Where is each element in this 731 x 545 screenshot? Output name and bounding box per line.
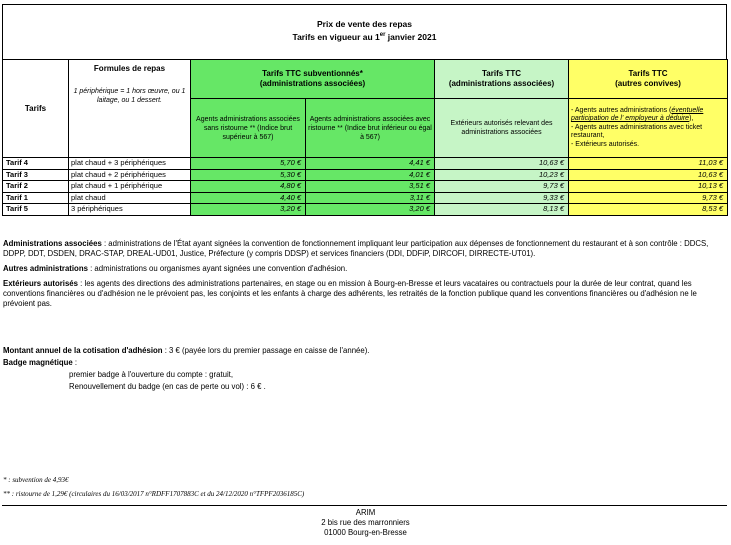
formules-note: 1 périphérique = 1 hors œuvre, ou 1 laitage, ou 1 dessert. (73, 88, 186, 104)
tarif-label: Tarif 4 (3, 158, 69, 170)
price-sub1: 3,20 € (191, 204, 306, 216)
tarif-label: Tarif 5 (3, 204, 69, 216)
header-autres-convives: Tarifs TTC (autres convives) (569, 60, 728, 99)
price-sub2: 3,20 € (306, 204, 435, 216)
cotisation-section (3, 345, 723, 393)
price-assoc: 9,73 € (435, 181, 569, 193)
header-tarifs: Tarifs (3, 60, 69, 158)
badge-line-2: Renouvellement du badge (en cas de perte ou vol) : 6 € . (69, 382, 266, 391)
formule-cell: plat chaud (69, 192, 191, 204)
price-sub2: 4,41 € (306, 158, 435, 170)
table-row (3, 204, 728, 216)
price-table (2, 59, 728, 216)
address-block (0, 508, 731, 538)
subheader-autres: - Agents autres administrations (éventuelle participation de l' employeur à déduire), - Agents autres administrations avec ticket restaurant, - Extérieurs autorisés. (569, 99, 728, 158)
footnote-2: ** : ristourne de 1,29€ (circulaires du 16/03/2017 n°RDFF1707883C et du 24/12/2020 n°TFPF2036185C) (3, 490, 305, 498)
definitions (3, 239, 727, 314)
badge-line-1: premier badge à l'ouverture du compte : gratuit, (69, 370, 234, 379)
address-line-2: 2 bis rue des marronniers (321, 518, 410, 527)
price-sub2: 4,01 € (306, 169, 435, 181)
price-other: 10,13 € (569, 181, 728, 193)
note-exterieurs-autorises: Extérieurs autorisés : les agents des directions des administrations partenaires, en stage ou en mission à Bourg-en-Bresse et leurs vacataires ou contractuels pour la durée de leur contrat, quand les conventions financières ou d'adhésion ne le prévoient pas, les conjoints et les enfants à charge des adhérents, les retraités de la fonction publique quand les conventions financières ou d'adhésion ne le prévoient pas. (3, 279, 697, 308)
page-title: Prix de vente des repas (317, 19, 412, 29)
formule-cell: plat chaud + 3 périphériques (69, 158, 191, 170)
footnote-1: * : subvention de 4,93€ (3, 476, 69, 484)
subheader-avec-ristourne: Agents administrations associées avec ristourne ** (Indice brut inférieur ou égal à 567) (306, 99, 435, 158)
price-assoc: 10,63 € (435, 158, 569, 170)
page-subtitle: Tarifs en vigueur au 1er janvier 2021 (292, 31, 437, 42)
footer-divider (2, 505, 727, 506)
footnotes (3, 473, 304, 501)
note-autres-administrations: Autres administrations : administrations ou organismes ayant signées une convention d'adhésion. (3, 264, 348, 273)
title-box (2, 4, 727, 60)
badge-heading: Badge magnétique : (3, 358, 78, 367)
address-line-1: ARIM (355, 508, 376, 517)
tarif-label: Tarif 2 (3, 181, 69, 193)
price-sub1: 5,30 € (191, 169, 306, 181)
price-other: 10,63 € (569, 169, 728, 181)
subheader-sans-ristourne: Agents administrations associées sans ristourne ** (Indice brut supérieur à 567) (191, 99, 306, 158)
price-sub2: 3,11 € (306, 192, 435, 204)
price-sub1: 4,40 € (191, 192, 306, 204)
header-formules: Formules de repas 1 périphérique = 1 hors œuvre, ou 1 laitage, ou 1 dessert. (69, 60, 191, 158)
formule-cell: 3 périphériques (69, 204, 191, 216)
price-sub1: 4,80 € (191, 181, 306, 193)
price-other: 11,03 € (569, 158, 728, 170)
price-other: 8,53 € (569, 204, 728, 216)
price-sub2: 3,51 € (306, 181, 435, 193)
tarif-label: Tarif 3 (3, 169, 69, 181)
price-other: 9,73 € (569, 192, 728, 204)
price-assoc: 10,23 € (435, 169, 569, 181)
tarif-label: Tarif 1 (3, 192, 69, 204)
price-assoc: 8,13 € (435, 204, 569, 216)
address-line-3: 01000 Bourg-en-Bresse (324, 528, 407, 537)
header-associees: Tarifs TTC (administrations associées) (435, 60, 569, 99)
formule-cell: plat chaud + 1 périphérique (69, 181, 191, 193)
price-sub1: 5,70 € (191, 158, 306, 170)
formule-cell: plat chaud + 2 périphériques (69, 169, 191, 181)
header-subventionnes: Tarifs TTC subventionnés* (administrations associées) (191, 60, 435, 99)
table-row (3, 169, 728, 181)
table-row (3, 181, 728, 193)
price-assoc: 9,33 € (435, 192, 569, 204)
subheader-exterieurs: Extérieurs autorisés relevant des administrations associées (435, 99, 569, 158)
note-administrations-associees: Administrations associées : administrations de l'État ayant signées la convention de fonctionnement impliquant leur participation aux dépenses de fonctionnement du restaurant et à son contrôle : DDCS, DDPP, DDT, DSDEN, DRAC-STAP, DREAL-UD01, Justice, Préfecture (y compris DDSP) et services financiers (DDI, DDFiP, DIRCOFI, DIRRECTE-UT01). (3, 239, 709, 258)
table-row (3, 158, 728, 170)
cotisation-line: Montant annuel de la cotisation d'adhésion : 3 € (payée lors du premier passage en caisse de l'année). (3, 346, 370, 355)
table-row (3, 192, 728, 204)
